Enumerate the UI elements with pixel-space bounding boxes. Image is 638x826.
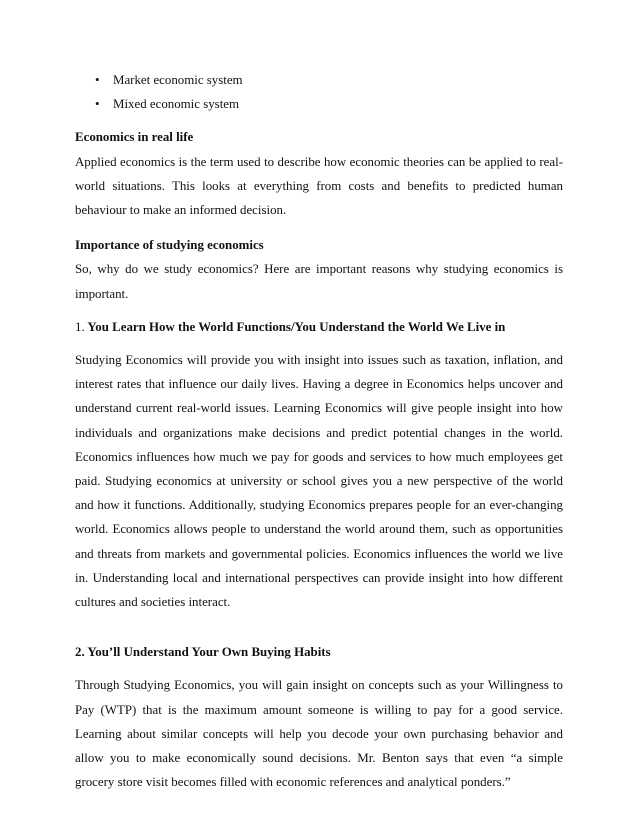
list-item — [75, 92, 563, 116]
section-body: Applied economics is the term used to describe how economic theories can be applied to real-world situations. This looks at everything from costs and benefits to predicted human behaviour to make an informed decision. — [75, 154, 563, 217]
list-item-label: Mixed economic system — [113, 97, 240, 112]
section-number: 1. — [75, 319, 85, 334]
section-heading: 2. You’ll Understand Your Own Buying Habits — [75, 645, 331, 660]
section-1 — [75, 315, 563, 614]
section-heading-text: You Learn How the World Functions/You Understand the World We Live in — [87, 319, 506, 334]
document-page — [75, 68, 563, 794]
section-heading: Importance of studying economics — [75, 238, 264, 253]
list-item — [75, 68, 563, 92]
section-real-life — [75, 125, 563, 222]
section-body: Studying Economics will provide you with insight into issues such as taxation, inflation, and interest rates that influence our daily lives. Having a degree in Economics helps uncover and understand current real-world issues. Learning Economics will give people insight into how individuals and organizations make decisions and predict potential changes in the world. Economics influences how much we pay for goods and services to how much employees get paid. Studying economics at university or school gives you a new perspective of the world and how it functions. Additionally, studying Economics prepares people for an ever-changing world. Economics allows people to understand the world around them, such as opportunities and threats from markets and governmental policies. Economics influences the world we live in. Understanding local and international perspectives can provide insight into how different cultures and societies interact. — [75, 353, 563, 610]
section-heading: Economics in real life — [75, 130, 194, 145]
bullet-list — [75, 68, 563, 116]
section-heading — [75, 315, 563, 339]
list-item-label: Market economic system — [113, 73, 243, 87]
bullet-icon: • — [95, 97, 100, 112]
section-body: So, why do we study economics? Here are important reasons why studying economics is important. — [75, 262, 563, 301]
section-body: Through Studying Economics, you will gain insight on concepts such as your Willingness to Pay (WTP) that is the maximum amount someone is willing to pay for a good service. Learning about similar concepts will help you decode your own purchasing behavior and allow you to make economically sound decisions. Mr. Benton says that even “a simple grocery store visit becomes filled with economic references and analytical ponders.” — [75, 678, 563, 790]
bullet-icon: • — [95, 73, 100, 87]
section-2 — [75, 640, 563, 794]
section-importance — [75, 233, 563, 306]
